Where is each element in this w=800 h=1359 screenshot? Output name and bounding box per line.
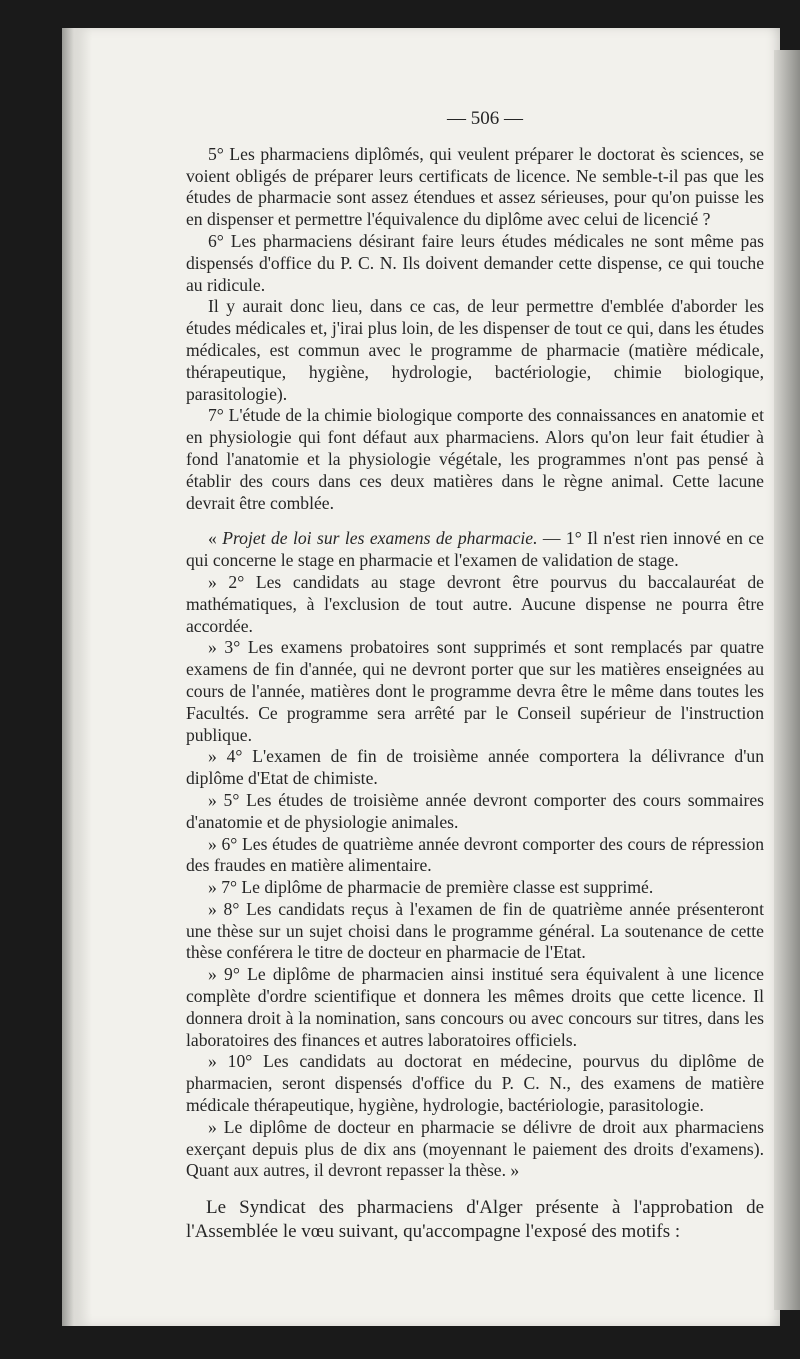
paragraph-5: 5° Les pharmaciens diplômés, qui veulent préparer le doctorat ès sciences, se voient obligés de préparer leurs certificats de licence. Ne semble-t-il pas que les études de pharmacie sont assez étendues et assez sérieuses, pour qu'on puisse les en dispenser et permettre l'équivalence du diplôme avec celui de licencié ?	[186, 143, 764, 230]
paragraph-7: 7° L'étude de la chimie biologique comporte des connaissances en anatomie et en physiologie qui font défaut aux pharmaciens. Alors qu'on leur fait étudier à fond l'anatomie et la physiologie végétale, les programmes n'ont pas pensé à établir des cours dans ces deux matières dans le règne animal. Cette lacune devrait être comblée.	[186, 405, 764, 513]
project-item-3: » 3° Les examens probatoires sont supprimés et sont remplacés par quatre examens de fin d'année, qui ne devront porter que sur les matières enseignées au cours de l'année, matières dont le programme devra être le même dans toutes les Facultés. Ce programme sera arrêté par le Conseil supérieur de l'instruction publique.	[186, 637, 764, 745]
open-quote: «	[208, 528, 223, 549]
project-item-8: » 8° Les candidats reçus à l'examen de fin de quatrième année présenteront une thèse sur un sujet choisi dans le programme général. La soutenance de cette thèse conférera le titre de docteur en pharmacie de l'Etat.	[186, 898, 764, 963]
page-content	[186, 108, 764, 1243]
project-item-2: » 2° Les candidats au stage devront être pourvus du baccalauréat de mathématiques, à l'exclusion de tout autre. Aucune dispense ne pourra être accordée.	[186, 571, 764, 636]
project-item-10: » 10° Les candidats au doctorat en médecine, pourvus du diplôme de pharmacien, seront dispensés d'office du P. C. N., des examens de matière médicale thérapeutique, hygiène, hydrologie, bactériologie, parasitologie.	[186, 1051, 764, 1116]
project-title: Projet de loi sur les examens de pharmacie.	[222, 528, 538, 549]
page-right-edge	[774, 50, 800, 1310]
paragraph-6: 6° Les pharmaciens désirant faire leurs études médicales ne sont même pas dispensés d'office du P. C. N. Ils doivent demander cette dispense, ce qui touche au ridicule.	[186, 230, 764, 295]
project-item-1	[186, 528, 764, 572]
closing-paragraph: Le Syndicat des pharmaciens d'Alger présente à l'approbation de l'Assemblée le vœu suivant, qu'accompagne l'exposé des motifs :	[186, 1197, 764, 1242]
project-item-9: » 9° Le diplôme de pharmacien ainsi institué sera équivalent à une licence complète d'ordre scientifique et donnera les mêmes droits que cette licence. Il donnera droit à la nomination, sans concours ou avec concours sur titres, dans les laboratoires des finances et autres laboratoires officiels.	[186, 964, 764, 1050]
project-item-7: » 7° Le diplôme de pharmacie de première classe est supprimé.	[208, 877, 654, 898]
project-item-4: » 4° L'examen de fin de troisième année comportera la délivrance d'un diplôme d'Etat de chimiste.	[186, 746, 764, 789]
page-gutter-shadow	[62, 28, 92, 1326]
project-item-final: » Le diplôme de docteur en pharmacie se délivre de droit aux pharmaciens exerçant depuis plus de dix ans (moyennant le paiement des droits d'examens). Quant aux autres, il devront repasser la thèse. »	[186, 1116, 764, 1181]
project-item-5: » 5° Les études de troisième année devront comporter des cours sommaires d'anatomie et de physiologie animales.	[186, 789, 764, 832]
project-item-1-text: — 1° Il n'est rien innové en ce qui concerne le stage en pharmacie et l'examen de validation de stage.	[186, 528, 764, 571]
project-item-6: » 6° Les études de quatrième année devront comporter des cours de répression des fraudes en matière alimentaire.	[186, 833, 764, 876]
page-number: — 506 —	[447, 108, 523, 129]
paragraph-il-y-aurait: Il y aurait donc lieu, dans ce cas, de leur permettre d'emblée d'aborder les études médicales et, j'irai plus loin, de les dispenser de tout ce qui, dans les études médicales, est commun avec le programme de pharmacie (matière médicale, thérapeutique, hygiène, hydrologie, bactériologie, chimie biologique, parasitologie).	[186, 296, 764, 404]
